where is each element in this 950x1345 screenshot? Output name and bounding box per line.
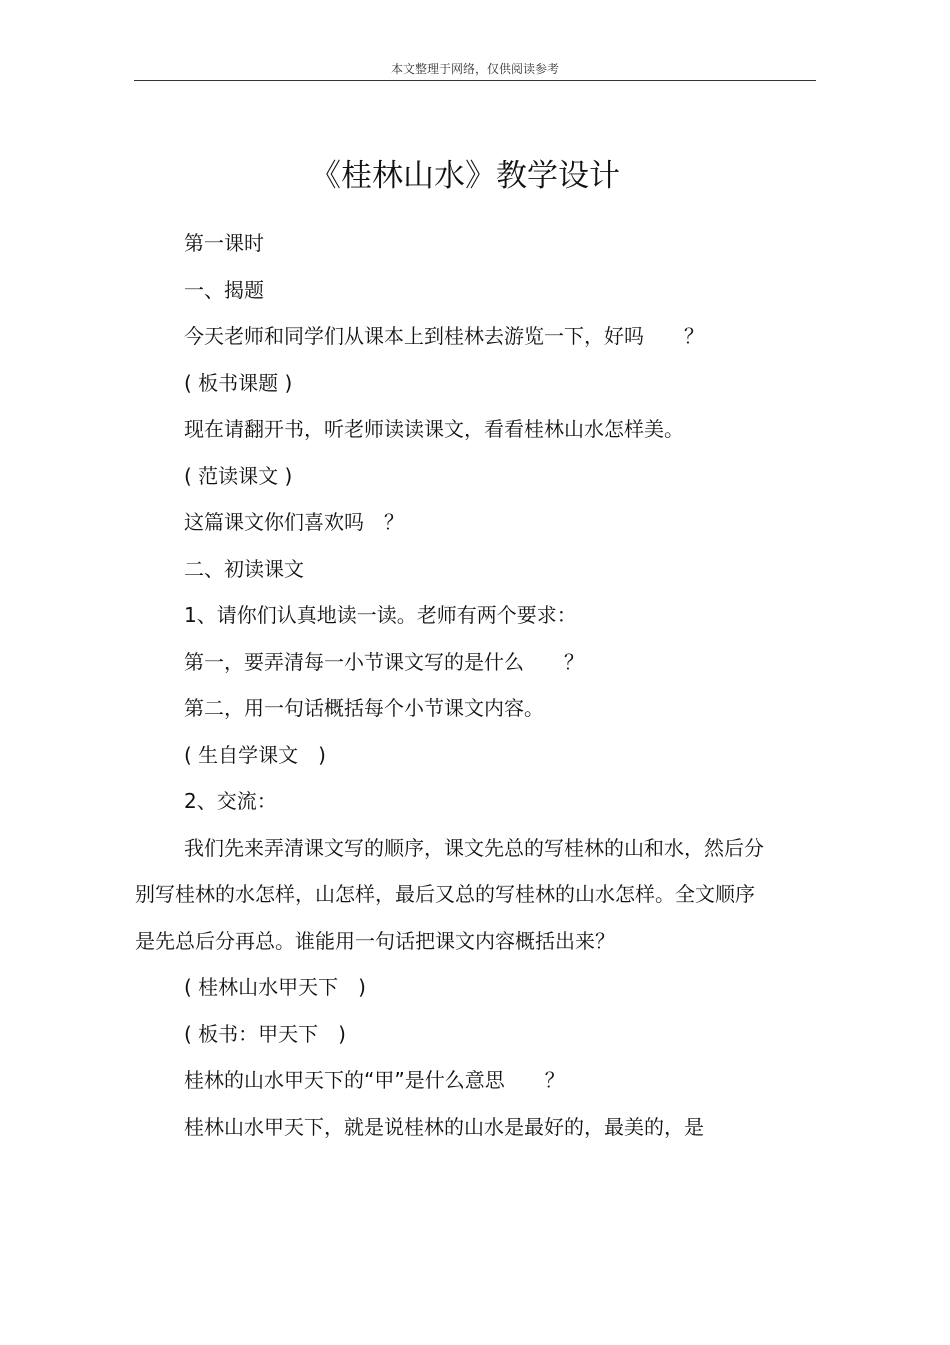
page-header: 本文整理于网络，仅供阅读参考 xyxy=(390,62,559,76)
paragraph: ( 板书：甲天下 ) xyxy=(184,1021,346,1046)
document-body xyxy=(135,220,765,1150)
paragraph: 这篇课文你们喜欢吗 ？ xyxy=(184,510,404,534)
paragraph-long: 我们先来弄清课文写的顺序，课文先总的写桂林的山和水，然后分别写桂林的水怎样，山怎样，最后又总的写桂林的山水怎样。全文顺序是先总后分再总。谁能用一句话把课文内容概括出来？ xyxy=(135,835,764,953)
paragraph: ( 板书课题 ) xyxy=(184,370,293,395)
paragraph: ( 范读课文 ) xyxy=(184,463,293,488)
section-heading-reveal-topic: 一、揭题 xyxy=(184,277,264,302)
header-divider xyxy=(134,80,816,81)
paragraph: 1、请你们认真地读一读。老师有两个要求： xyxy=(184,603,577,627)
paragraph: ( 桂林山水甲天下 ) xyxy=(184,975,366,999)
paragraph: 桂林山水甲天下，就是说桂林的山水是最好的，最美的，是 xyxy=(184,1114,704,1139)
paragraph: 今天老师和同学们从课本上到桂林去游览一下，好吗 ？ xyxy=(184,324,704,348)
paragraph: 第一，要弄清每一小节课文写的是什么 ？ xyxy=(184,649,584,674)
document-title: 《桂林山水》教学设计 xyxy=(310,158,620,194)
section-heading-first-reading: 二、初读课文 xyxy=(184,556,304,581)
paragraph: ( 生自学课文 ) xyxy=(184,742,326,767)
paragraph: 桂林的山水甲天下的“甲”是什么意思 ？ xyxy=(184,1068,565,1092)
paragraph: 现在请翻开书，听老师读读课文，看看桂林山水怎样美。 xyxy=(184,417,684,441)
paragraph: 第二，用一句话概括每个小节课文内容。 xyxy=(184,696,544,720)
paragraph-lesson-period: 第一课时 xyxy=(184,231,264,255)
paragraph: 2、交流： xyxy=(184,789,277,813)
